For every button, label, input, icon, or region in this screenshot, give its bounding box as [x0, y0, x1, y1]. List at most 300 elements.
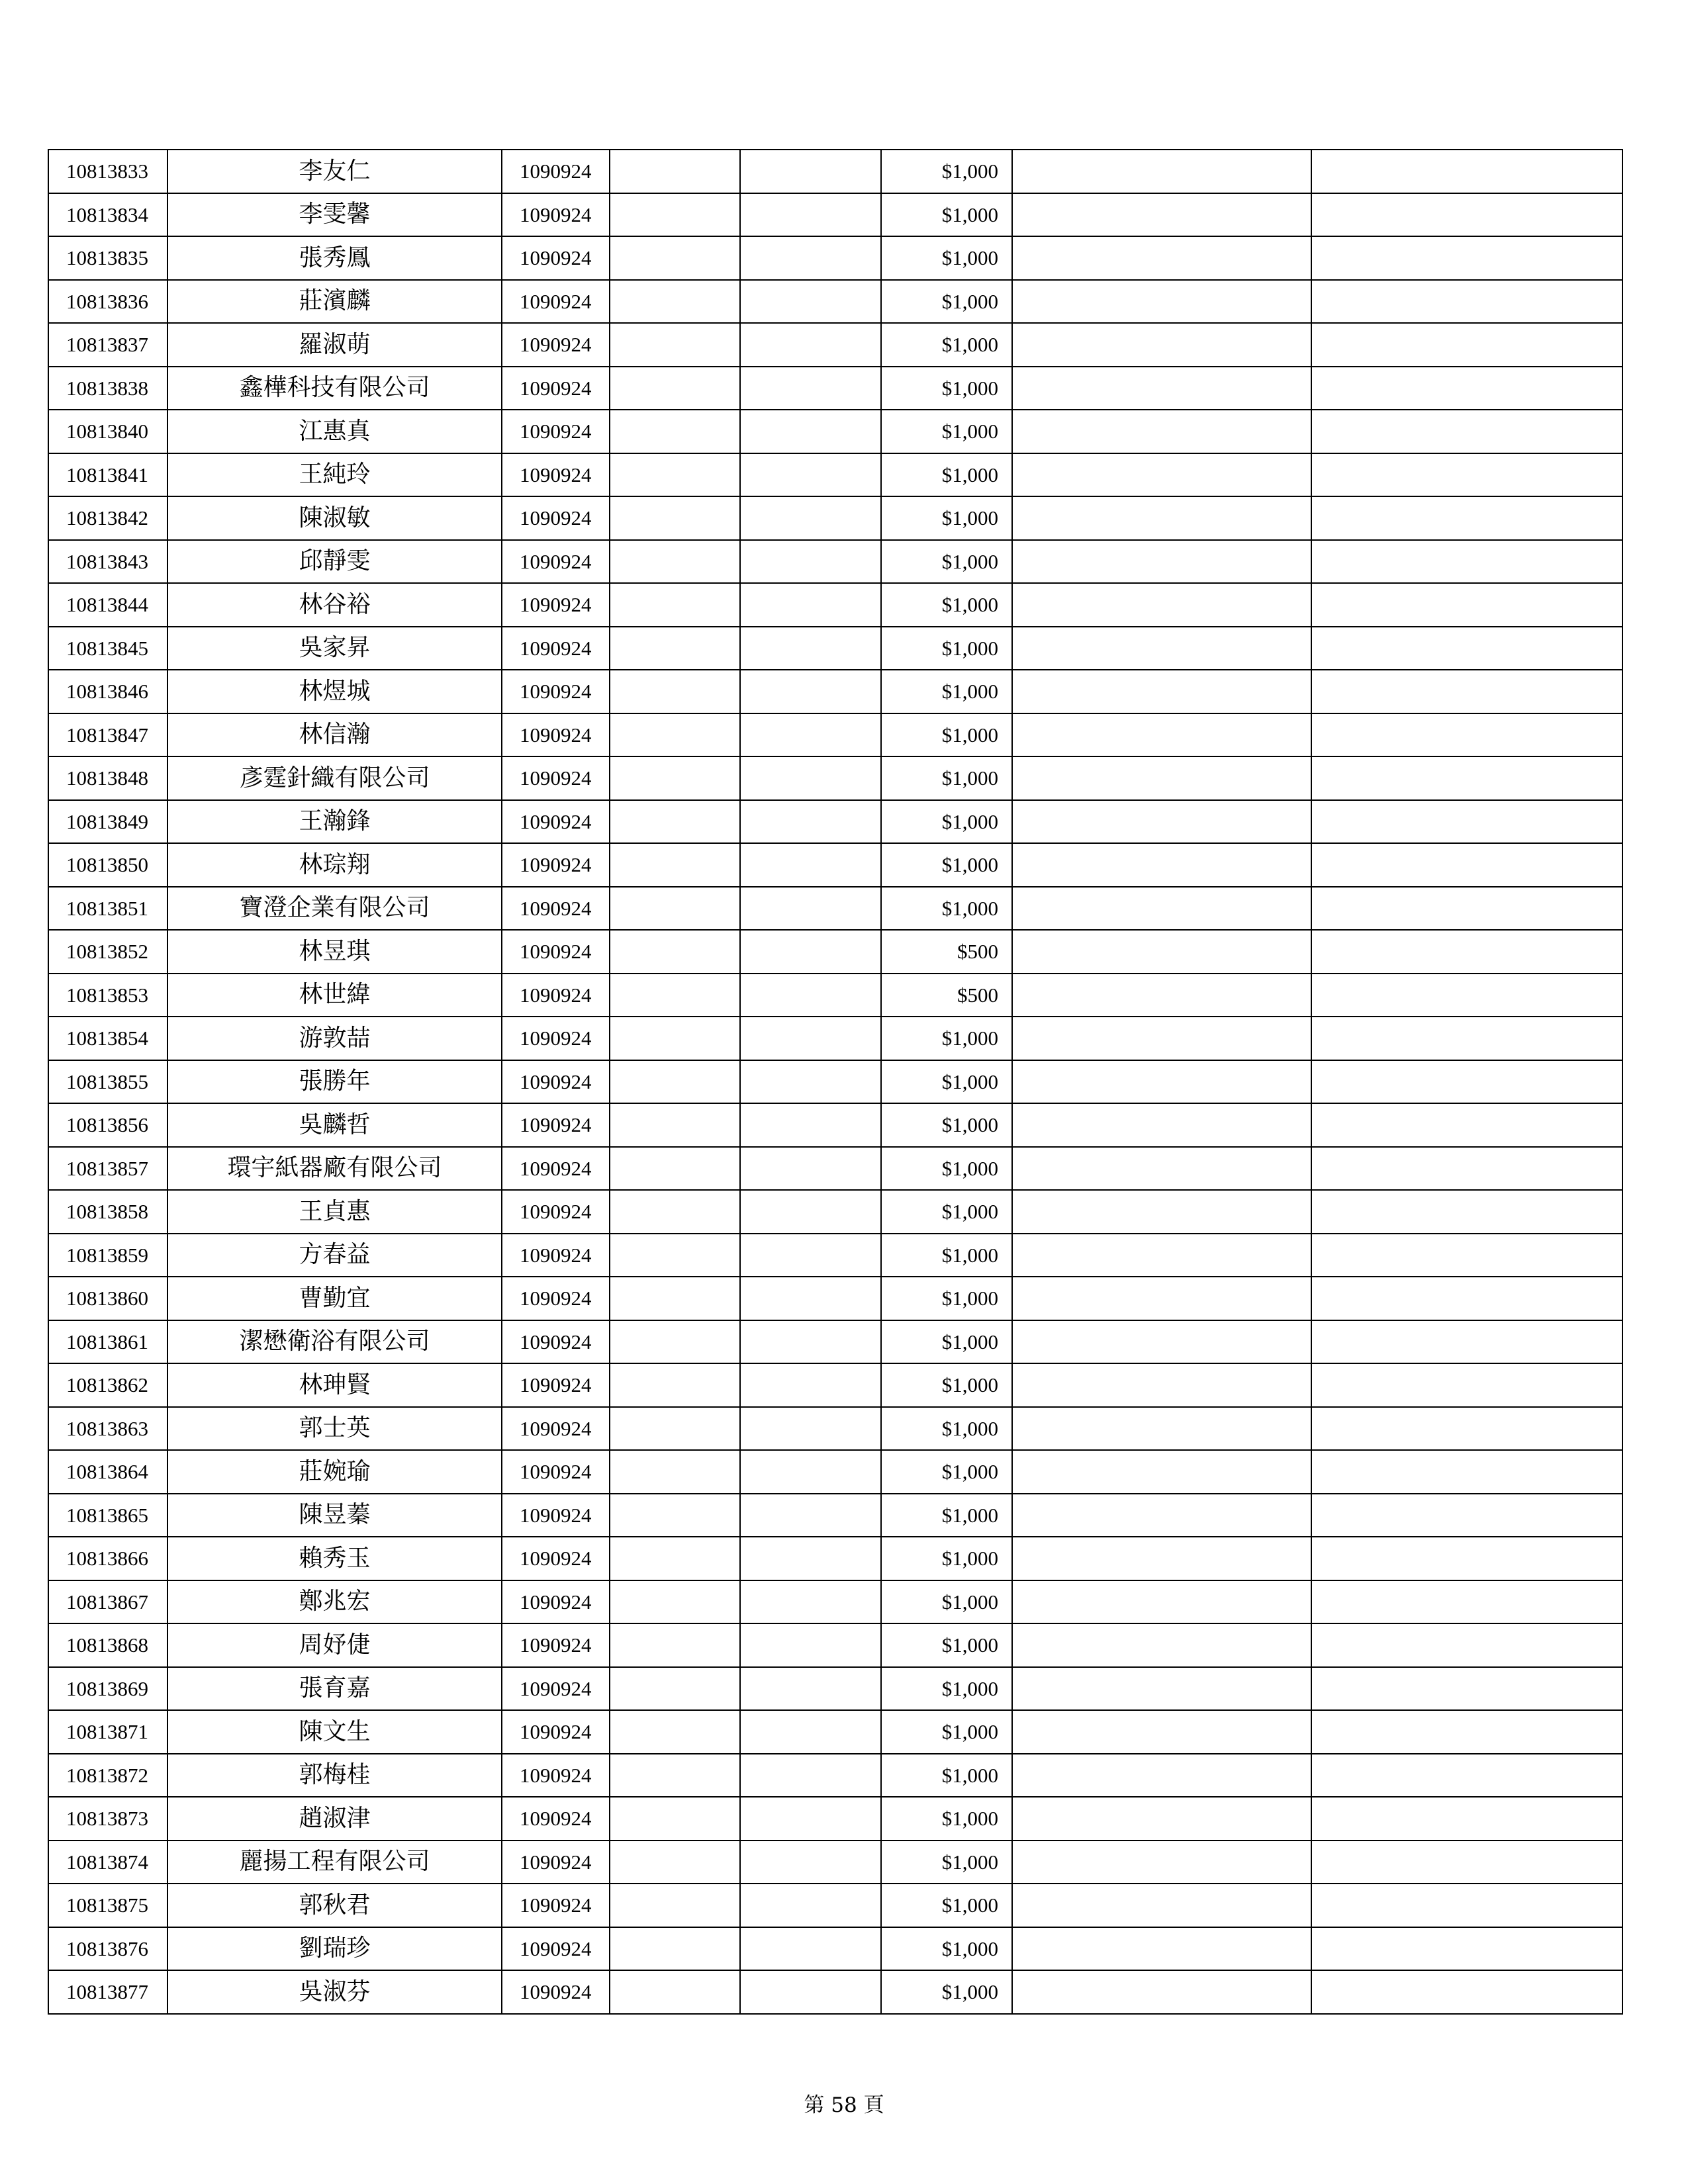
empty-cell [1311, 150, 1622, 193]
empty-cell [610, 800, 740, 844]
amount-cell: $1,000 [881, 1754, 1012, 1797]
empty-cell [1012, 670, 1311, 713]
empty-cell [1311, 1580, 1622, 1624]
amount-cell: $1,000 [881, 1970, 1012, 2014]
id-cell: 10813855 [48, 1060, 167, 1104]
date-cell: 1090924 [502, 1884, 610, 1927]
name-cell: 趙淑津 [167, 1797, 502, 1841]
empty-cell [1311, 843, 1622, 887]
empty-cell [740, 1147, 881, 1191]
empty-cell [610, 627, 740, 670]
name-cell: 麗揚工程有限公司 [167, 1841, 502, 1884]
empty-cell [610, 1927, 740, 1971]
id-cell: 10813849 [48, 800, 167, 844]
date-cell: 1090924 [502, 583, 610, 627]
empty-cell [1012, 540, 1311, 584]
empty-cell [1012, 1450, 1311, 1494]
id-cell: 10813860 [48, 1277, 167, 1320]
empty-cell [1012, 1234, 1311, 1277]
empty-cell [610, 1623, 740, 1667]
id-cell: 10813844 [48, 583, 167, 627]
date-cell: 1090924 [502, 1623, 610, 1667]
empty-cell [740, 453, 881, 497]
id-cell: 10813840 [48, 410, 167, 453]
name-cell: 周妤倢 [167, 1623, 502, 1667]
empty-cell [740, 627, 881, 670]
name-cell: 王瀚鋒 [167, 800, 502, 844]
amount-cell: $1,000 [881, 280, 1012, 324]
amount-cell: $1,000 [881, 367, 1012, 410]
empty-cell [610, 974, 740, 1017]
amount-cell: $1,000 [881, 1710, 1012, 1754]
empty-cell [1311, 1710, 1622, 1754]
amount-cell: $1,000 [881, 1320, 1012, 1364]
empty-cell [740, 1407, 881, 1451]
id-cell: 10813846 [48, 670, 167, 713]
empty-cell [610, 453, 740, 497]
empty-cell [1012, 280, 1311, 324]
date-cell: 1090924 [502, 1277, 610, 1320]
amount-cell: $1,000 [881, 1234, 1012, 1277]
table-row [48, 1623, 1622, 1667]
empty-cell [1311, 1363, 1622, 1407]
name-cell: 鄭兆宏 [167, 1580, 502, 1624]
amount-cell: $1,000 [881, 150, 1012, 193]
date-cell: 1090924 [502, 453, 610, 497]
empty-cell [1311, 193, 1622, 237]
empty-cell [1012, 1320, 1311, 1364]
id-cell: 10813833 [48, 150, 167, 193]
empty-cell [1012, 1623, 1311, 1667]
date-cell: 1090924 [502, 1320, 610, 1364]
table-row [48, 323, 1622, 367]
table-row [48, 974, 1622, 1017]
date-cell: 1090924 [502, 150, 610, 193]
amount-cell: $1,000 [881, 1797, 1012, 1841]
empty-cell [610, 323, 740, 367]
amount-cell: $1,000 [881, 713, 1012, 757]
date-cell: 1090924 [502, 1754, 610, 1797]
amount-cell: $500 [881, 930, 1012, 974]
empty-cell [1311, 453, 1622, 497]
empty-cell [610, 756, 740, 800]
id-cell: 10813863 [48, 1407, 167, 1451]
empty-cell [1012, 1363, 1311, 1407]
date-cell: 1090924 [502, 1017, 610, 1060]
table-row [48, 193, 1622, 237]
empty-cell [1311, 1060, 1622, 1104]
empty-cell [740, 1277, 881, 1320]
empty-cell [1012, 1190, 1311, 1234]
empty-cell [1311, 1841, 1622, 1884]
amount-cell: $1,000 [881, 583, 1012, 627]
empty-cell [740, 1884, 881, 1927]
amount-cell: $1,000 [881, 756, 1012, 800]
date-cell: 1090924 [502, 670, 610, 713]
table-row [48, 843, 1622, 887]
empty-cell [1012, 1797, 1311, 1841]
name-cell: 林世緯 [167, 974, 502, 1017]
empty-cell [610, 1277, 740, 1320]
empty-cell [740, 280, 881, 324]
table-row [48, 1450, 1622, 1494]
date-cell: 1090924 [502, 1363, 610, 1407]
date-cell: 1090924 [502, 1407, 610, 1451]
id-cell: 10813854 [48, 1017, 167, 1060]
date-cell: 1090924 [502, 887, 610, 931]
table-row [48, 1754, 1622, 1797]
empty-cell [1311, 1494, 1622, 1537]
empty-cell [1012, 756, 1311, 800]
empty-cell [1012, 1060, 1311, 1104]
date-cell: 1090924 [502, 1103, 610, 1147]
empty-cell [740, 1623, 881, 1667]
empty-cell [1311, 323, 1622, 367]
amount-cell: $1,000 [881, 1190, 1012, 1234]
name-cell: 邱靜雯 [167, 540, 502, 584]
id-cell: 10813874 [48, 1841, 167, 1884]
table-row [48, 1841, 1622, 1884]
table-row [48, 236, 1622, 280]
id-cell: 10813851 [48, 887, 167, 931]
amount-cell: $1,000 [881, 887, 1012, 931]
empty-cell [1012, 1277, 1311, 1320]
name-cell: 李雯馨 [167, 193, 502, 237]
date-cell: 1090924 [502, 1234, 610, 1277]
date-cell: 1090924 [502, 843, 610, 887]
date-cell: 1090924 [502, 713, 610, 757]
empty-cell [1311, 887, 1622, 931]
empty-cell [610, 1190, 740, 1234]
empty-cell [1012, 1884, 1311, 1927]
empty-cell [610, 930, 740, 974]
empty-cell [1012, 453, 1311, 497]
name-cell: 江惠真 [167, 410, 502, 453]
empty-cell [1311, 236, 1622, 280]
name-cell: 賴秀玉 [167, 1537, 502, 1580]
table-row [48, 410, 1622, 453]
id-cell: 10813845 [48, 627, 167, 670]
empty-cell [610, 367, 740, 410]
amount-cell: $1,000 [881, 1580, 1012, 1624]
name-cell: 林谷裕 [167, 583, 502, 627]
empty-cell [740, 1970, 881, 2014]
empty-cell [1012, 713, 1311, 757]
empty-cell [610, 150, 740, 193]
empty-cell [1012, 496, 1311, 540]
name-cell: 李友仁 [167, 150, 502, 193]
date-cell: 1090924 [502, 323, 610, 367]
name-cell: 吳麟哲 [167, 1103, 502, 1147]
amount-cell: $1,000 [881, 193, 1012, 237]
amount-cell: $1,000 [881, 627, 1012, 670]
id-cell: 10813858 [48, 1190, 167, 1234]
empty-cell [1012, 1494, 1311, 1537]
donation-table [48, 149, 1623, 2015]
table-row [48, 1797, 1622, 1841]
empty-cell [1012, 1970, 1311, 2014]
table-row [48, 887, 1622, 931]
name-cell: 郭梅桂 [167, 1754, 502, 1797]
name-cell: 王純玲 [167, 453, 502, 497]
id-cell: 10813834 [48, 193, 167, 237]
name-cell: 潔懋衛浴有限公司 [167, 1320, 502, 1364]
empty-cell [1012, 1927, 1311, 1971]
amount-cell: $1,000 [881, 1927, 1012, 1971]
empty-cell [1012, 974, 1311, 1017]
table-row [48, 1884, 1622, 1927]
date-cell: 1090924 [502, 280, 610, 324]
date-cell: 1090924 [502, 1450, 610, 1494]
id-cell: 10813877 [48, 1970, 167, 2014]
amount-cell: $1,000 [881, 1103, 1012, 1147]
table-row [48, 1580, 1622, 1624]
empty-cell [740, 1841, 881, 1884]
empty-cell [1012, 1017, 1311, 1060]
amount-cell: $1,000 [881, 1017, 1012, 1060]
empty-cell [610, 583, 740, 627]
empty-cell [610, 843, 740, 887]
date-cell: 1090924 [502, 1667, 610, 1711]
name-cell: 林琮翔 [167, 843, 502, 887]
empty-cell [740, 1017, 881, 1060]
date-cell: 1090924 [502, 1841, 610, 1884]
table-row [48, 583, 1622, 627]
id-cell: 10813843 [48, 540, 167, 584]
empty-cell [1311, 280, 1622, 324]
date-cell: 1090924 [502, 1580, 610, 1624]
date-cell: 1090924 [502, 974, 610, 1017]
id-cell: 10813857 [48, 1147, 167, 1191]
empty-cell [740, 583, 881, 627]
empty-cell [1311, 1017, 1622, 1060]
id-cell: 10813861 [48, 1320, 167, 1364]
empty-cell [610, 670, 740, 713]
empty-cell [1012, 1537, 1311, 1580]
date-cell: 1090924 [502, 193, 610, 237]
empty-cell [740, 974, 881, 1017]
empty-cell [740, 670, 881, 713]
empty-cell [1012, 1710, 1311, 1754]
table-row [48, 1060, 1622, 1104]
empty-cell [1012, 583, 1311, 627]
empty-cell [610, 1147, 740, 1191]
empty-cell [1311, 974, 1622, 1017]
empty-cell [740, 1190, 881, 1234]
date-cell: 1090924 [502, 1190, 610, 1234]
empty-cell [1012, 843, 1311, 887]
table-row [48, 1970, 1622, 2014]
empty-cell [1012, 150, 1311, 193]
name-cell: 游敦喆 [167, 1017, 502, 1060]
empty-cell [1311, 1754, 1622, 1797]
name-cell: 劉瑞珍 [167, 1927, 502, 1971]
id-cell: 10813867 [48, 1580, 167, 1624]
name-cell: 王貞惠 [167, 1190, 502, 1234]
table-row [48, 1667, 1622, 1711]
name-cell: 吳淑芬 [167, 1970, 502, 2014]
name-cell: 張勝年 [167, 1060, 502, 1104]
empty-cell [1012, 1667, 1311, 1711]
empty-cell [610, 1580, 740, 1624]
name-cell: 林珅賢 [167, 1363, 502, 1407]
amount-cell: $1,000 [881, 410, 1012, 453]
name-cell: 林昱琪 [167, 930, 502, 974]
name-cell: 莊婉瑜 [167, 1450, 502, 1494]
table-row [48, 930, 1622, 974]
empty-cell [610, 1363, 740, 1407]
empty-cell [740, 1667, 881, 1711]
amount-cell: $1,000 [881, 1363, 1012, 1407]
empty-cell [1012, 1580, 1311, 1624]
empty-cell [1012, 930, 1311, 974]
empty-cell [1012, 367, 1311, 410]
empty-cell [740, 843, 881, 887]
empty-cell [1311, 1277, 1622, 1320]
empty-cell [740, 713, 881, 757]
id-cell: 10813864 [48, 1450, 167, 1494]
empty-cell [610, 1060, 740, 1104]
date-cell: 1090924 [502, 1147, 610, 1191]
empty-cell [1311, 1320, 1622, 1364]
empty-cell [1012, 236, 1311, 280]
empty-cell [610, 1754, 740, 1797]
empty-cell [740, 540, 881, 584]
date-cell: 1090924 [502, 1710, 610, 1754]
amount-cell: $1,000 [881, 236, 1012, 280]
date-cell: 1090924 [502, 627, 610, 670]
empty-cell [1012, 193, 1311, 237]
table-row [48, 713, 1622, 757]
amount-cell: $1,000 [881, 1450, 1012, 1494]
name-cell: 方春益 [167, 1234, 502, 1277]
empty-cell [740, 1710, 881, 1754]
empty-cell [1012, 1103, 1311, 1147]
id-cell: 10813837 [48, 323, 167, 367]
date-cell: 1090924 [502, 236, 610, 280]
table-row [48, 1407, 1622, 1451]
empty-cell [1311, 1797, 1622, 1841]
id-cell: 10813836 [48, 280, 167, 324]
table-row [48, 1494, 1622, 1537]
amount-cell: $1,000 [881, 540, 1012, 584]
id-cell: 10813841 [48, 453, 167, 497]
name-cell: 郭士英 [167, 1407, 502, 1451]
empty-cell [610, 193, 740, 237]
amount-cell: $1,000 [881, 670, 1012, 713]
empty-cell [1311, 756, 1622, 800]
date-cell: 1090924 [502, 496, 610, 540]
empty-cell [1311, 800, 1622, 844]
empty-cell [740, 1363, 881, 1407]
empty-cell [1012, 887, 1311, 931]
id-cell: 10813872 [48, 1754, 167, 1797]
empty-cell [1311, 1190, 1622, 1234]
table-row [48, 1234, 1622, 1277]
empty-cell [610, 1407, 740, 1451]
table-row [48, 1017, 1622, 1060]
id-cell: 10813871 [48, 1710, 167, 1754]
id-cell: 10813859 [48, 1234, 167, 1277]
amount-cell: $1,000 [881, 1147, 1012, 1191]
empty-cell [610, 1970, 740, 2014]
table-row [48, 540, 1622, 584]
empty-cell [1311, 1667, 1622, 1711]
empty-cell [610, 280, 740, 324]
table-row [48, 1927, 1622, 1971]
id-cell: 10813873 [48, 1797, 167, 1841]
empty-cell [740, 756, 881, 800]
empty-cell [740, 236, 881, 280]
empty-cell [1012, 1754, 1311, 1797]
table-row [48, 800, 1622, 844]
empty-cell [740, 887, 881, 931]
id-cell: 10813865 [48, 1494, 167, 1537]
empty-cell [740, 1797, 881, 1841]
empty-cell [1012, 1841, 1311, 1884]
amount-cell: $1,000 [881, 1277, 1012, 1320]
empty-cell [1311, 713, 1622, 757]
amount-cell: $1,000 [881, 1884, 1012, 1927]
empty-cell [1311, 367, 1622, 410]
empty-cell [740, 1450, 881, 1494]
empty-cell [610, 1710, 740, 1754]
id-cell: 10813847 [48, 713, 167, 757]
amount-cell: $1,000 [881, 1623, 1012, 1667]
id-cell: 10813842 [48, 496, 167, 540]
empty-cell [740, 1234, 881, 1277]
id-cell: 10813869 [48, 1667, 167, 1711]
amount-cell: $1,000 [881, 1537, 1012, 1580]
date-cell: 1090924 [502, 930, 610, 974]
empty-cell [1311, 540, 1622, 584]
id-cell: 10813875 [48, 1884, 167, 1927]
empty-cell [610, 1017, 740, 1060]
empty-cell [1311, 1147, 1622, 1191]
amount-cell: $500 [881, 974, 1012, 1017]
empty-cell [1311, 1623, 1622, 1667]
date-cell: 1090924 [502, 756, 610, 800]
empty-cell [740, 930, 881, 974]
amount-cell: $1,000 [881, 323, 1012, 367]
empty-cell [740, 1927, 881, 1971]
date-cell: 1090924 [502, 800, 610, 844]
date-cell: 1090924 [502, 410, 610, 453]
empty-cell [1311, 1927, 1622, 1971]
name-cell: 吳家昇 [167, 627, 502, 670]
empty-cell [610, 1103, 740, 1147]
empty-cell [1012, 323, 1311, 367]
name-cell: 林煜城 [167, 670, 502, 713]
table-row [48, 1147, 1622, 1191]
amount-cell: $1,000 [881, 1841, 1012, 1884]
empty-cell [740, 1060, 881, 1104]
name-cell: 曹勤宜 [167, 1277, 502, 1320]
amount-cell: $1,000 [881, 800, 1012, 844]
table-row [48, 496, 1622, 540]
name-cell: 張秀鳳 [167, 236, 502, 280]
date-cell: 1090924 [502, 1970, 610, 2014]
empty-cell [610, 496, 740, 540]
empty-cell [1311, 1884, 1622, 1927]
id-cell: 10813866 [48, 1537, 167, 1580]
empty-cell [740, 1580, 881, 1624]
empty-cell [1012, 800, 1311, 844]
name-cell: 陳昱蓁 [167, 1494, 502, 1537]
name-cell: 郭秋君 [167, 1884, 502, 1927]
empty-cell [740, 193, 881, 237]
empty-cell [1012, 1147, 1311, 1191]
